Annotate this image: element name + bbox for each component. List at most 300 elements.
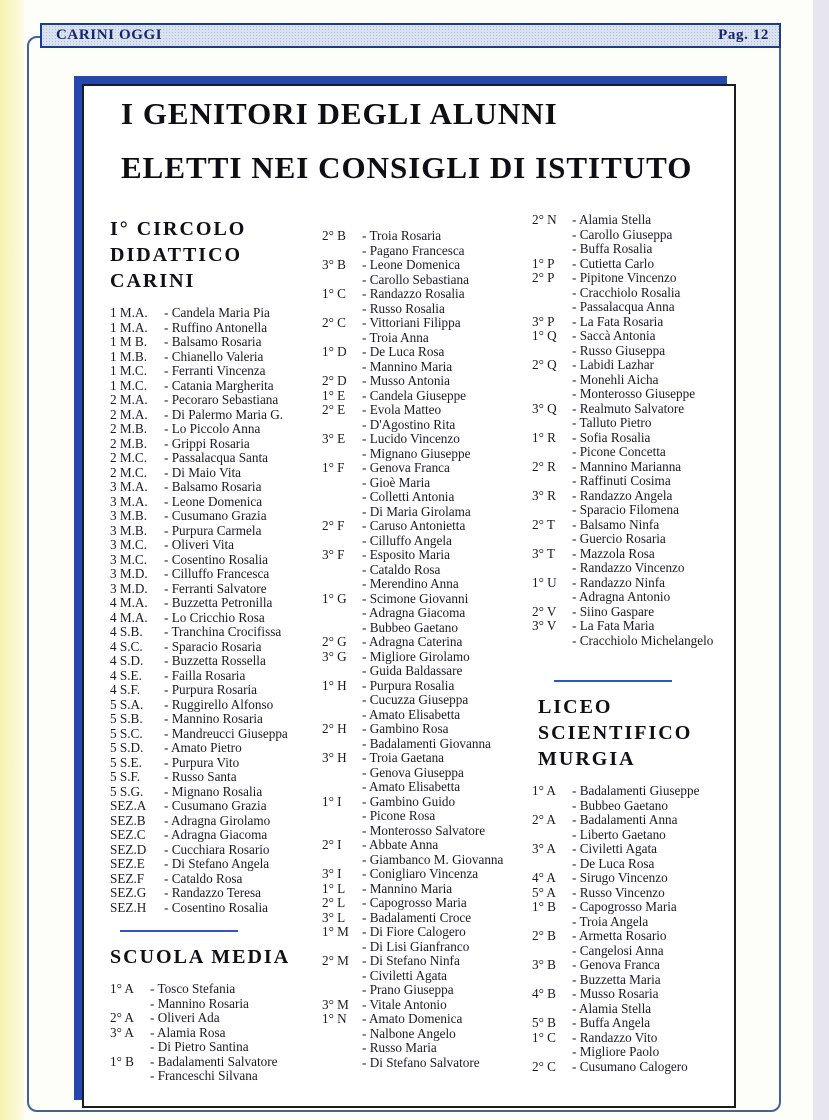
list-row	[322, 229, 526, 244]
entry-label	[322, 809, 362, 824]
list-row	[532, 886, 732, 901]
entry-label	[322, 621, 362, 636]
entry-label: 3° P	[532, 313, 555, 329]
entry-name: - Candela Giuseppe	[362, 389, 466, 404]
entry-label: 2° C	[532, 1058, 556, 1074]
entry-label: 5 S.B.	[110, 711, 143, 726]
right-edge-strip	[813, 0, 829, 1120]
list-row	[110, 364, 316, 379]
entry-label: 1 M B.	[110, 334, 148, 349]
entry-label	[322, 824, 362, 839]
list-row	[110, 538, 316, 553]
entry-name: - Cutietta Carlo	[572, 257, 654, 272]
name-list	[532, 784, 732, 1074]
entry-label: 3° H	[322, 750, 347, 765]
entry-name: - Russo Santa	[164, 770, 237, 785]
list-row	[110, 698, 316, 713]
entry-label: SEZ.C	[110, 827, 146, 842]
entry-label: 3° A	[110, 1024, 134, 1040]
entry-name: - Di Maria Girolama	[362, 505, 471, 520]
entry-label	[322, 331, 362, 346]
entry-label: 1° B	[532, 899, 556, 914]
entry-label	[322, 737, 362, 752]
entry-label: 4° B	[532, 986, 556, 1001]
entry-name: - Gambino Rosa	[362, 722, 448, 737]
entry-label	[322, 708, 362, 723]
entry-name: - Di Maio Vita	[164, 466, 241, 481]
entry-label	[110, 1040, 150, 1055]
entry-name: - Purpura Vito	[164, 756, 239, 771]
list-row	[532, 944, 732, 959]
entry-label: 2° C	[322, 315, 346, 330]
entry-name: - Adragna Giacoma	[362, 606, 465, 621]
entry-name: - Di Lisi Gianfranco	[362, 940, 469, 955]
entry-label: 2 M.C.	[110, 450, 148, 465]
entry-label	[322, 476, 362, 491]
entry-name: - Evola Matteo	[362, 403, 441, 418]
entry-label	[322, 940, 362, 955]
entry-name: - Cusumano Grazia	[164, 799, 267, 814]
entry-label: 2° I	[322, 837, 342, 852]
section-heading	[538, 694, 732, 772]
list-row	[532, 619, 732, 634]
list-row	[110, 770, 316, 785]
list-row	[322, 273, 526, 288]
entry-name: - Carollo Sebastiana	[362, 273, 469, 288]
name-list	[104, 306, 316, 915]
entry-name: - Di Stefano Angela	[164, 857, 269, 872]
list-row	[110, 1069, 316, 1084]
entry-label: 1 M.C.	[110, 377, 148, 393]
entry-label: 3° L	[322, 909, 346, 925]
list-row	[532, 213, 732, 228]
entry-name: - Amato Elisabetta	[362, 780, 460, 795]
entry-name: - Ruffino Antonella	[164, 321, 267, 336]
list-row	[532, 315, 732, 330]
list-row	[110, 785, 316, 800]
entry-label: 1° I	[322, 793, 342, 809]
list-row	[322, 432, 526, 447]
entry-name: - Badalamenti Croce	[362, 911, 471, 926]
entry-name: - Saccà Antonia	[572, 329, 656, 344]
entry-name: - Cataldo Rosa	[164, 872, 242, 887]
list-row	[110, 997, 316, 1012]
entry-label	[532, 300, 572, 315]
entry-name: - Badalamenti Giovanna	[362, 737, 491, 752]
list-row	[532, 358, 732, 373]
entry-label: 3 M.B.	[110, 508, 148, 523]
entry-name: - De Luca Rosa	[572, 857, 654, 872]
list-row	[532, 871, 732, 886]
list-row	[322, 476, 526, 491]
entry-name: - Catania Margherita	[164, 379, 274, 394]
list-row	[110, 451, 316, 466]
entry-label: 5 S.D.	[110, 740, 144, 755]
list-row	[110, 524, 316, 539]
entry-label	[322, 664, 362, 679]
entry-label	[532, 857, 572, 872]
list-row	[322, 722, 526, 737]
entry-label: 2° T	[532, 516, 555, 532]
list-row	[532, 857, 732, 872]
list-row	[322, 331, 526, 346]
entry-label: 1 M.B.	[110, 348, 148, 364]
entry-name: - Mannino Rosaria	[150, 997, 249, 1012]
list-row	[110, 408, 316, 423]
entry-label	[532, 416, 572, 431]
entry-name: - Buffa Angela	[572, 1016, 650, 1031]
entry-label: 3° V	[532, 618, 557, 633]
entry-label: SEZ.D	[110, 841, 147, 857]
entry-name: - Giambanco M. Giovanna	[362, 853, 503, 868]
list-row	[322, 853, 526, 868]
entry-label: 2 M.A.	[110, 392, 148, 407]
entry-name: - Troia Angela	[572, 915, 648, 930]
list-row	[532, 387, 732, 402]
list-row	[110, 466, 316, 481]
list-row	[322, 606, 526, 621]
column-1	[104, 216, 316, 1084]
entry-name: - Amato Elisabetta	[362, 708, 460, 723]
entry-name: - Randazzo Vito	[572, 1031, 657, 1046]
list-row	[532, 1031, 732, 1046]
entry-name: - Tranchina Crocifissa	[164, 625, 281, 640]
entry-name: - Gambino Guido	[362, 795, 455, 810]
list-row	[322, 998, 526, 1013]
list-row	[110, 886, 316, 901]
entry-label: 2° G	[322, 634, 347, 649]
entry-label: 5° B	[532, 1015, 556, 1030]
entry-name: - Ferranti Vincenza	[164, 364, 266, 379]
name-list	[104, 982, 316, 1084]
entry-name: - Conigliaro Vincenza	[362, 867, 478, 882]
entry-label	[322, 273, 362, 288]
entry-label	[322, 969, 362, 984]
list-row	[110, 1040, 316, 1055]
entry-name: - Adragna Antonio	[572, 590, 670, 605]
list-row	[532, 474, 732, 489]
entry-name: - Monehli Aicha	[572, 373, 658, 388]
entry-label: 3° R	[532, 487, 556, 503]
entry-label: 4 S.B.	[110, 624, 143, 639]
list-row	[532, 532, 732, 547]
entry-label: 3 M.D.	[110, 566, 148, 581]
entry-label: SEZ.A	[110, 798, 147, 813]
entry-name: - Picone Rosa	[362, 809, 435, 824]
entry-label: 3° I	[322, 866, 342, 881]
entry-label: 3 M.B.	[110, 522, 148, 538]
page-number: Pag. 12	[718, 27, 769, 43]
list-row	[110, 553, 316, 568]
entry-name: - Cataldo Rosa	[362, 563, 440, 578]
entry-label: 2° A	[110, 1010, 134, 1025]
list-row	[322, 563, 526, 578]
entry-name: - Raffinuti Cosima	[572, 474, 671, 489]
entry-label: 1° D	[322, 344, 347, 359]
entry-name: - Nalbone Angelo	[362, 1027, 456, 1042]
entry-name: - Cracchiolo Rosalia	[572, 286, 680, 301]
entry-label: 1° E	[322, 387, 346, 403]
entry-name: - Adragna Girolamo	[164, 814, 270, 829]
list-row	[110, 437, 316, 452]
list-row	[322, 1056, 526, 1071]
list-row	[110, 814, 316, 829]
entry-name: - Troia Gaetana	[362, 751, 444, 766]
entry-label: 1° B	[110, 1053, 134, 1069]
list-row	[322, 244, 526, 259]
entry-name: - Gioè Maria	[362, 476, 430, 491]
entry-label: 2° B	[532, 928, 556, 943]
entry-name: - Di Stefano Salvatore	[362, 1056, 480, 1071]
section-heading	[110, 944, 316, 970]
list-row	[532, 987, 732, 1002]
column-2	[322, 229, 526, 1070]
list-row	[110, 872, 316, 887]
entry-label: 2° H	[322, 721, 347, 736]
list-row	[532, 799, 732, 814]
entry-name: - Adragna Caterina	[362, 635, 462, 650]
entry-label: 2° V	[532, 603, 557, 619]
entry-name: - Mannino Maria	[362, 882, 452, 897]
list-row	[322, 664, 526, 679]
entry-name: - Vitale Antonio	[362, 998, 447, 1013]
entry-name: - Guida Baldassare	[362, 664, 462, 679]
list-row	[532, 813, 732, 828]
entry-label	[322, 447, 362, 462]
entry-name: - Monterosso Giuseppe	[572, 387, 695, 402]
list-row	[322, 1027, 526, 1042]
heading-line: SCIENTIFICO	[538, 722, 693, 744]
entry-label: SEZ.F	[110, 870, 145, 886]
list-row	[322, 1012, 526, 1027]
entry-label	[532, 242, 572, 257]
entry-name: - Siino Gaspare	[572, 605, 654, 620]
entry-label	[532, 561, 572, 576]
entry-label: 1° H	[322, 677, 347, 693]
entry-label: 5 S.F.	[110, 769, 141, 784]
entry-name: - Lo Cricchio Rosa	[164, 611, 265, 626]
entry-name: - Russo Giuseppa	[572, 344, 665, 359]
entry-name: - Alamia Stella	[572, 213, 651, 228]
entry-name: - Guercio Rosaria	[572, 532, 666, 547]
entry-label: 2 M.B.	[110, 435, 148, 451]
list-row	[110, 625, 316, 640]
entry-name: - Badalamenti Salvatore	[150, 1055, 277, 1070]
entry-name: - Balsamo Ninfa	[572, 518, 659, 533]
list-row	[110, 321, 316, 336]
list-row	[532, 561, 732, 576]
entry-name: - Cracchiolo Michelangelo	[572, 634, 713, 649]
entry-label: 1° L	[322, 880, 346, 896]
entry-label: 1° A	[110, 981, 134, 996]
list-row	[110, 741, 316, 756]
entry-name: - Mandreucci Giuseppa	[164, 727, 288, 742]
entry-name: - Civiletti Agata	[572, 842, 657, 857]
entry-name: - Tosco Stefania	[150, 982, 235, 997]
heading-line: I° CIRCOLO	[110, 218, 247, 240]
entry-name: - Abbate Anna	[362, 838, 438, 853]
list-row	[532, 300, 732, 315]
entry-label: 2° R	[532, 458, 556, 474]
entry-label: 3 M.A.	[110, 479, 148, 494]
entry-name: - Troia Anna	[362, 331, 429, 346]
entry-label: 2° A	[532, 812, 556, 827]
entry-name: - Pagano Francesca	[362, 244, 465, 259]
list-row	[110, 495, 316, 510]
list-row	[110, 1055, 316, 1070]
list-row	[322, 751, 526, 766]
entry-name: - Buffa Rosalia	[572, 242, 652, 257]
entry-label: 1° C	[322, 286, 346, 301]
list-row	[322, 621, 526, 636]
entry-name: - Franceschi Silvana	[150, 1069, 258, 1084]
entry-name: - Vittoriani Filippa	[362, 316, 461, 331]
entry-label: 4° A	[532, 870, 556, 885]
entry-name: - Ferranti Salvatore	[164, 582, 267, 597]
list-row	[532, 958, 732, 973]
entry-name: - Monterosso Salvatore	[362, 824, 485, 839]
entry-name: - Capogrosso Maria	[362, 896, 467, 911]
list-row	[322, 447, 526, 462]
entry-label: 1 M.C.	[110, 363, 148, 378]
entry-label	[322, 1027, 362, 1042]
entry-label: 4 S.C.	[110, 638, 143, 654]
entry-name: - Lo Piccolo Anna	[164, 422, 260, 437]
list-row	[532, 286, 732, 301]
heading-line: SCUOLA MEDIA	[110, 946, 291, 968]
entry-name: - Musso Antonia	[362, 374, 450, 389]
entry-name: - Oliveri Ada	[150, 1011, 220, 1026]
list-row	[532, 634, 732, 649]
entry-label	[322, 418, 362, 433]
entry-label: 2° M	[322, 953, 349, 968]
entry-name: - Buzzetta Maria	[572, 973, 661, 988]
entry-label	[322, 853, 362, 868]
entry-label	[322, 302, 362, 317]
entry-name: - Mignano Rosalia	[164, 785, 262, 800]
entry-name: - Scimone Giovanni	[362, 592, 468, 607]
heading-line: LICEO	[538, 696, 613, 718]
entry-name: - Caruso Antonietta	[362, 519, 465, 534]
list-row	[322, 490, 526, 505]
entry-name: - Passalacqua Santa	[164, 451, 268, 466]
entry-label: 2 M.A.	[110, 406, 148, 422]
entry-name: - Sirugo Vincenzo	[572, 871, 668, 886]
entry-name: - Passalacqua Anna	[572, 300, 675, 315]
entry-label: 2° P	[532, 270, 555, 285]
entry-label	[532, 532, 572, 547]
entry-label: 3° B	[322, 257, 346, 272]
entry-name: - Randazzo Ninfa	[572, 576, 665, 591]
entry-label: 1° G	[322, 590, 347, 606]
entry-name: - Civiletti Agata	[362, 969, 447, 984]
entry-label: 3° A	[532, 841, 556, 856]
entry-label	[532, 634, 572, 649]
entry-label	[532, 344, 572, 359]
entry-name: - Cilluffo Angela	[362, 534, 452, 549]
list-row	[532, 228, 732, 243]
list-row	[322, 316, 526, 331]
list-row	[532, 605, 732, 620]
entry-label	[532, 973, 572, 988]
entry-name: - Mignano Giuseppe	[362, 447, 470, 462]
entry-name: - Genova Giuseppa	[362, 766, 464, 781]
list-row	[322, 519, 526, 534]
entry-name: - Leone Domenica	[362, 258, 460, 273]
entry-label: 1 M.A.	[110, 319, 148, 335]
entry-label: 2° N	[532, 212, 557, 227]
entry-name: - Purpura Carmela	[164, 524, 261, 539]
entry-label: 3 M.D.	[110, 580, 148, 596]
list-row	[322, 809, 526, 824]
entry-label	[322, 606, 362, 621]
entry-label: 4 S.D.	[110, 653, 144, 668]
entry-label: 5 S.E.	[110, 754, 142, 770]
list-row	[532, 929, 732, 944]
list-row	[532, 1060, 732, 1075]
entry-name: - Mannino Maria	[362, 360, 452, 375]
entry-name: - Realmuto Salvatore	[572, 402, 684, 417]
entry-label	[532, 915, 572, 930]
list-row	[322, 635, 526, 650]
list-row	[532, 784, 732, 799]
entry-name: - Ruggirello Alfonso	[164, 698, 273, 713]
list-row	[532, 590, 732, 605]
list-row	[532, 460, 732, 475]
entry-name: - Merendino Anna	[362, 577, 459, 592]
list-row	[532, 973, 732, 988]
entry-label: 3° F	[322, 547, 345, 562]
divider-rule	[554, 680, 672, 682]
list-row	[322, 577, 526, 592]
list-row	[110, 640, 316, 655]
list-row	[110, 799, 316, 814]
list-row	[322, 360, 526, 375]
entry-name: - Amato Pietro	[164, 741, 242, 756]
list-row	[532, 242, 732, 257]
entry-label: 1° U	[532, 574, 557, 590]
entry-label	[110, 997, 150, 1012]
list-row	[322, 983, 526, 998]
entry-name: - Di Pietro Santina	[150, 1040, 249, 1055]
entry-label: 3 M.C.	[110, 537, 148, 552]
list-row	[322, 969, 526, 984]
entry-name: - Cucchiara Rosario	[164, 843, 269, 858]
entry-label	[322, 766, 362, 781]
entry-label	[532, 944, 572, 959]
entry-name: - Labidi Lazhar	[572, 358, 654, 373]
list-row	[322, 693, 526, 708]
entry-label: 1° P	[532, 255, 555, 271]
column-3	[532, 213, 732, 1074]
entry-label: SEZ.B	[110, 812, 146, 828]
list-row	[110, 843, 316, 858]
entry-name: - Candela Maria Pia	[164, 306, 270, 321]
list-row	[110, 379, 316, 394]
entry-label: 4 M.A.	[110, 595, 148, 610]
entry-label	[322, 983, 362, 998]
article-title-line-2: ELETTI NEI CONSIGLI DI ISTITUTO	[121, 150, 693, 185]
entry-label: 3° T	[532, 545, 555, 561]
heading-line: CARINI	[110, 270, 196, 292]
list-row	[532, 329, 732, 344]
list-row	[322, 418, 526, 433]
entry-name: - Buzzetta Rossella	[164, 654, 266, 669]
entry-name: - Alamia Rosa	[150, 1026, 225, 1041]
entry-name: - Liberto Gaetano	[572, 828, 666, 843]
entry-label	[110, 1069, 150, 1084]
list-row	[532, 445, 732, 460]
